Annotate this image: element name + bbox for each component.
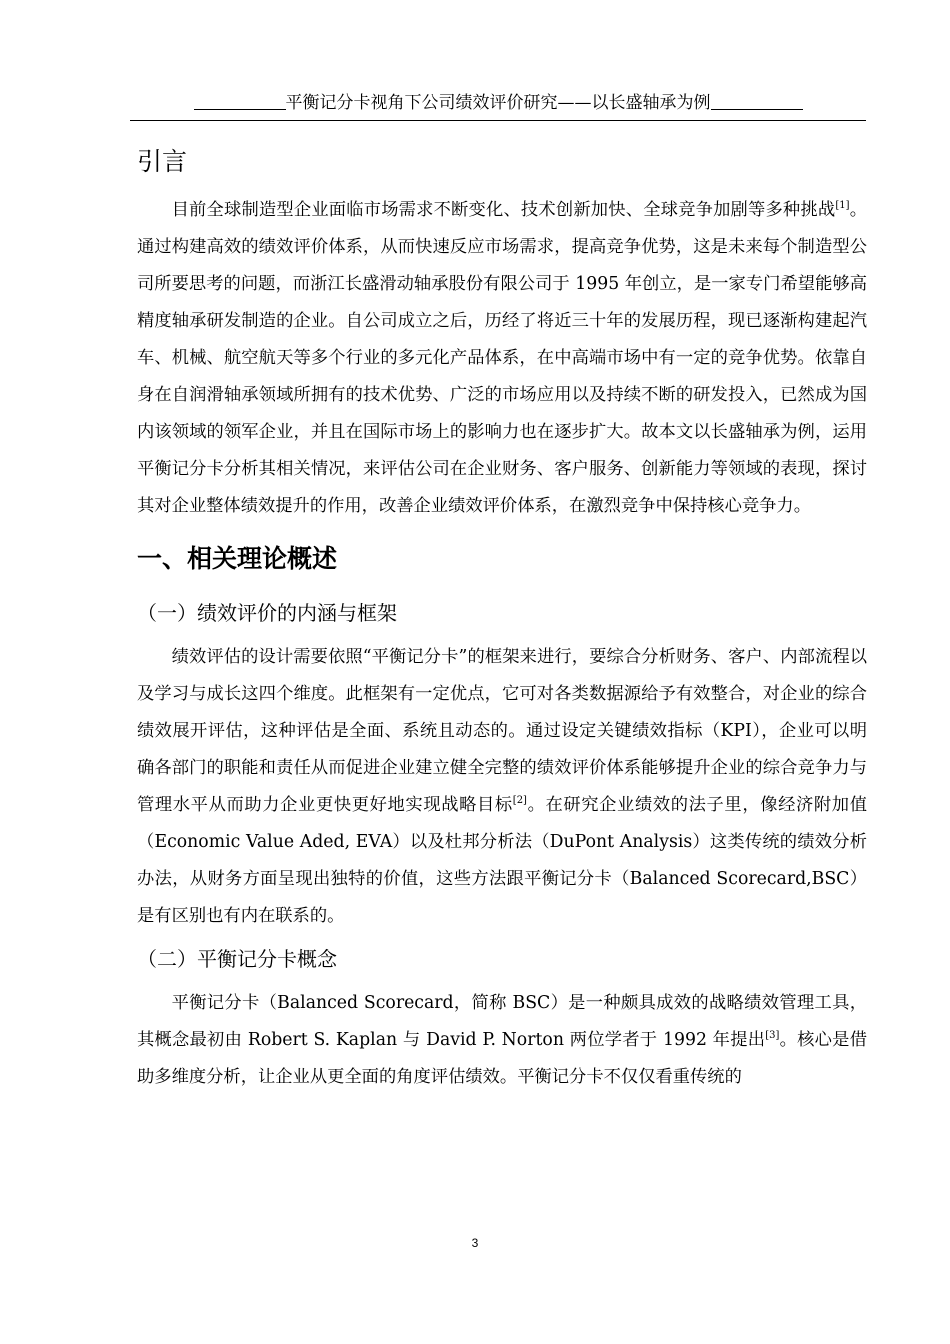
intro-paragraph xyxy=(137,192,867,525)
subsection2-text-a: 平衡记分卡（Balanced Scorecard，简称 BSC）是一种颇具成效的战略绩效管理工具，其概念最初由 Robert S. Kaplan 与 David P. Norton 两位学者于 1992 年提出 xyxy=(137,993,867,1050)
header-right-rule xyxy=(711,108,803,110)
citation-2: [2] xyxy=(512,795,527,807)
subsection2-text-b: 。核心是借助多维度分析，让企业从更全面的角度评估绩效。平衡记分卡不仅仅看重传统的 xyxy=(137,1030,867,1087)
section1-heading: 一、相关理论概述 xyxy=(137,544,338,573)
subsection1-heading: （一）绩效评价的内涵与框架 xyxy=(137,601,397,625)
subsection1-text-a: 绩效评估的设计需要依照“平衡记分卡”的框架来进行，要综合分析财务、客户、内部流程以及学习与成长这四个维度。此框架有一定优点，它可对各类数据源给予有效整合，对企业的综合绩效展开评估，这种评估是全面、系统且动态的。通过设定关键绩效指标（KPI），企业可以明确各部门的职能和责任从而促进企业建立健全完整的绩效评价体系能够提升企业的综合竞争力与管理水平从而助力企业更快更好地实现战略目标 xyxy=(137,647,867,815)
subsection2-heading: （二）平衡记分卡概念 xyxy=(137,947,337,971)
header-title: 平衡记分卡视角下公司绩效评价研究——以长盛轴承为例 xyxy=(285,93,711,113)
header-left-rule xyxy=(194,108,286,110)
intro-text-b: 。通过构建高效的绩效评价体系，从而快速反应市场需求，提高竞争优势，这是未来每个制造型公司所要思考的问题，而浙江长盛滑动轴承股份有限公司于 1995 年创立，是一家专门希望能够高精度轴承研发制造的企业。自公司成立之后，历经了将近三十年的发展历程，现已逐渐构建起汽车、机械、航空航天等多个行业的多元化产品体系，在中高端市场中有一定的竞争优势。依靠自身在自润滑轴承领域所拥有的技术优势、广泛的市场应用以及持续不断的研发投入，已然成为国内该领域的领军企业，并且在国际市场上的影响力也在逐步扩大。故本文以长盛轴承为例，运用平衡记分卡分析其相关情况，来评估公司在企业财务、客户服务、创新能力等领域的表现，探讨其对企业整体绩效提升的作用，改善企业绩效评价体系，在激烈竞争中保持核心竞争力。 xyxy=(137,200,867,516)
intro-text-a: 目前全球制造型企业面临市场需求不断变化、技术创新加快、全球竞争加剧等多种挑战 xyxy=(171,200,836,220)
subsection2-paragraph xyxy=(137,985,867,1096)
citation-1: [1] xyxy=(835,200,850,212)
intro-heading: 引言 xyxy=(137,147,188,176)
page-number: 3 xyxy=(471,1236,479,1250)
header-title-line xyxy=(130,92,866,114)
citation-3: [3] xyxy=(765,1030,780,1042)
subsection1-paragraph xyxy=(137,639,867,935)
page-content xyxy=(137,140,867,1096)
page-header xyxy=(130,92,866,121)
subsection1-text-b: 。在研究企业绩效的法子里，像经济附加值（Economic Value Aded, EVA）以及杜邦分析法（DuPont Analysis）这类传统的绩效分析办法，从财务方面呈现出独特的价值，这些方法跟平衡记分卡（Balanced Scorecard,BSC）是有区别也有内在联系的。 xyxy=(137,795,867,926)
